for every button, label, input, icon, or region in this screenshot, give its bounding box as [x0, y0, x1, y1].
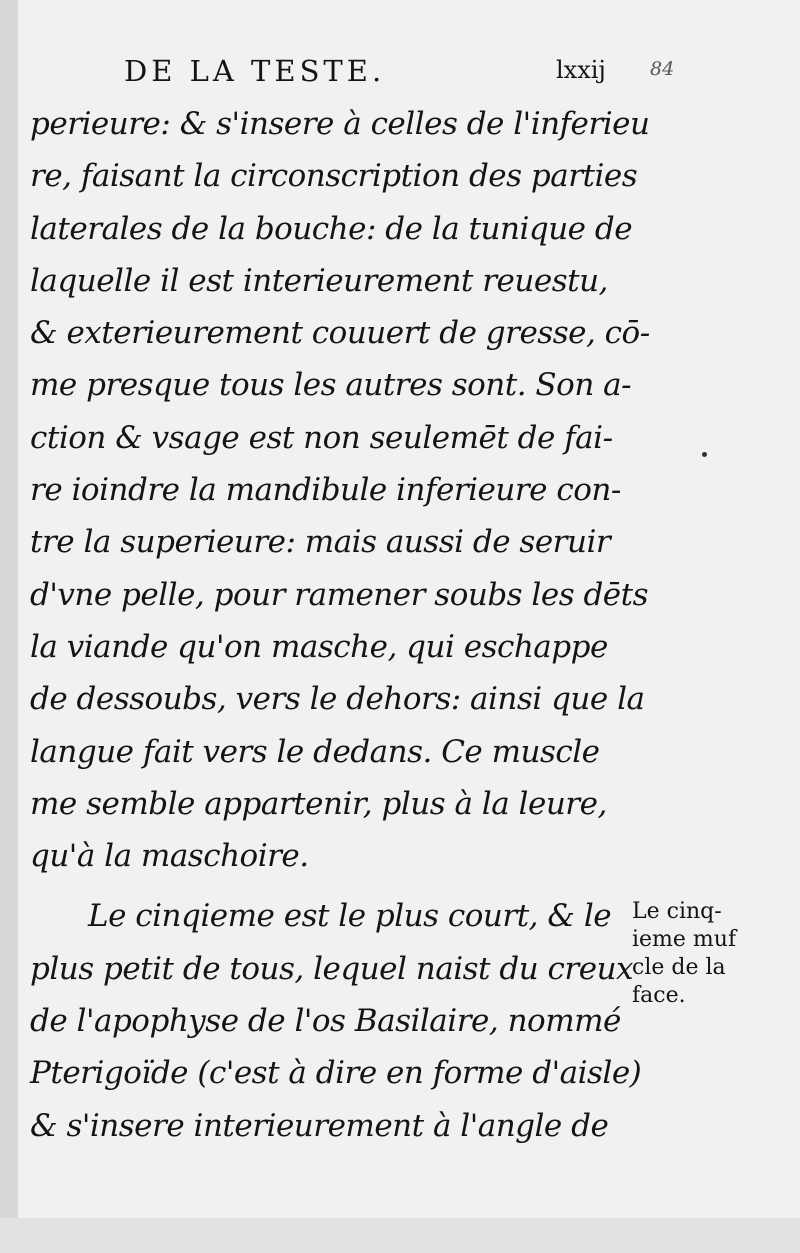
text-line: me presque tous les autres sont. Son a- [30, 367, 632, 404]
text-line: laterales de la bouche: de la tunique de [30, 210, 633, 247]
page-bottom-margin [0, 1218, 800, 1253]
text-line: de dessoubs, vers le dehors: ainsi que la [30, 681, 645, 718]
ink-speck [702, 452, 707, 457]
margin-note-line: ieme muf [632, 927, 737, 952]
text-line: me semble appartenir, plus à la leure, [30, 785, 607, 822]
handwritten-page-number: 84 [650, 58, 675, 80]
text-line: perieure: & s'insere à celles de l'inferieu [30, 106, 650, 142]
running-head: DE LA TESTE. [124, 54, 386, 88]
folio-number: lxxij [556, 56, 606, 84]
text-line: & s'insere interieurement à l'angle de [30, 1107, 609, 1144]
text-line: re ioindre la mandibule inferieure con- [30, 472, 621, 509]
text-line: de l'apophyse de l'os Basilaire, nommé [30, 1003, 621, 1040]
text-line: d'vne pelle, pour ramener soubs les dēts [30, 576, 649, 613]
text-line: langue fait vers le dedans. Ce muscle [30, 733, 600, 770]
margin-note-line: face. [632, 983, 686, 1008]
main-text [30, 98, 650, 1152]
margin-note-line: Le cinq- [632, 899, 722, 924]
text-line: tre la superieure: mais aussi de seruir [30, 524, 611, 561]
text-line: re, faisant la circonscription des parties [30, 158, 638, 195]
margin-note-line: cle de la [632, 955, 726, 980]
text-line: Le cinqieme est le plus court, & le [88, 898, 612, 935]
text-line: laquelle il est interieurement reuestu, [30, 262, 608, 299]
text-line: plus petit de tous, lequel naist du creux [30, 950, 634, 987]
margin-note [632, 898, 792, 1010]
paragraph-gap [30, 882, 630, 890]
text-line: & exterieurement couuert de gresse, cō- [30, 315, 650, 352]
page-header [28, 52, 628, 96]
text-line: la viande qu'on masche, qui eschappe [30, 628, 608, 665]
page-gutter-shadow [0, 0, 18, 1253]
text-line: qu'à la maschoire. [30, 838, 309, 875]
text-line: Pterigoïde (c'est à dire en forme d'aisle) [30, 1055, 642, 1092]
text-line: ction & vsage est non seulemēt de fai- [30, 419, 613, 456]
